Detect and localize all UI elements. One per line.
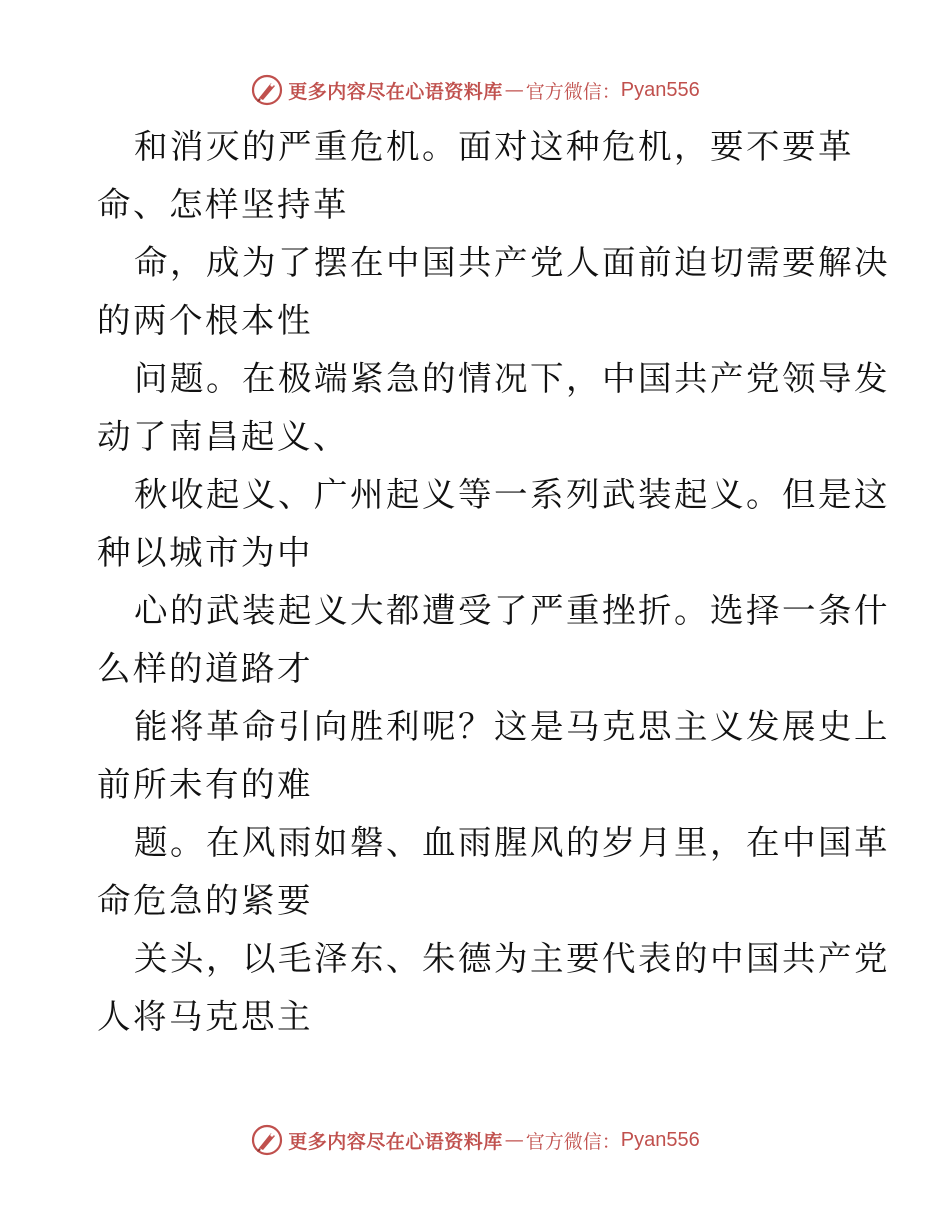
header-watermark-banner — [0, 70, 950, 110]
body-line: 命危急的紧要 — [97, 881, 313, 920]
body-line: 命，成为了摆在中国共产党人面前迫切需要解决 — [134, 243, 890, 282]
footer-brand-text: 更多内容尽在心语资料库 — [288, 1130, 503, 1153]
body-line: 问题。在极端紧急的情况下，中国共产党领导发 — [134, 359, 890, 398]
body-line: 命、怎样坚持革 — [97, 185, 349, 224]
header-brand-text: 更多内容尽在心语资料库 — [288, 80, 503, 103]
body-line: 和消灭的严重危机。面对这种危机，要不要革 — [134, 127, 854, 166]
header-wechat-id: Pyan556 — [620, 78, 700, 101]
body-line: 种以城市为中 — [97, 533, 313, 572]
body-line: 秋收起义、广州起义等一系列武装起义。但是这 — [134, 475, 890, 514]
body-line: 么样的道路才 — [97, 649, 313, 688]
footer-wechat-label: 官方微信： — [525, 1130, 621, 1153]
pen-nib-logo-icon — [250, 1123, 284, 1157]
footer-dash: — — [504, 1129, 524, 1151]
body-line: 关头，以毛泽东、朱德为主要代表的中国共产党 — [134, 939, 890, 978]
footer-wechat-id: Pyan556 — [620, 1128, 700, 1151]
body-line: 动了南昌起义、 — [97, 417, 349, 456]
body-line: 题。在风雨如磐、血雨腥风的岁月里，在中国革 — [134, 823, 890, 862]
header-wechat-label: 官方微信： — [525, 80, 621, 103]
body-line: 前所未有的难 — [97, 765, 313, 804]
pen-nib-logo-icon — [250, 73, 284, 107]
body-line: 人将马克思主 — [97, 997, 313, 1036]
footer-watermark-banner — [0, 1120, 950, 1160]
body-line: 的两个根本性 — [97, 301, 313, 340]
body-line: 能将革命引向胜利呢？这是马克思主义发展史上 — [134, 707, 890, 746]
body-line: 心的武装起义大都遭受了严重挫折。选择一条什 — [134, 591, 890, 630]
header-dash: — — [504, 79, 524, 101]
document-body — [97, 118, 890, 1046]
